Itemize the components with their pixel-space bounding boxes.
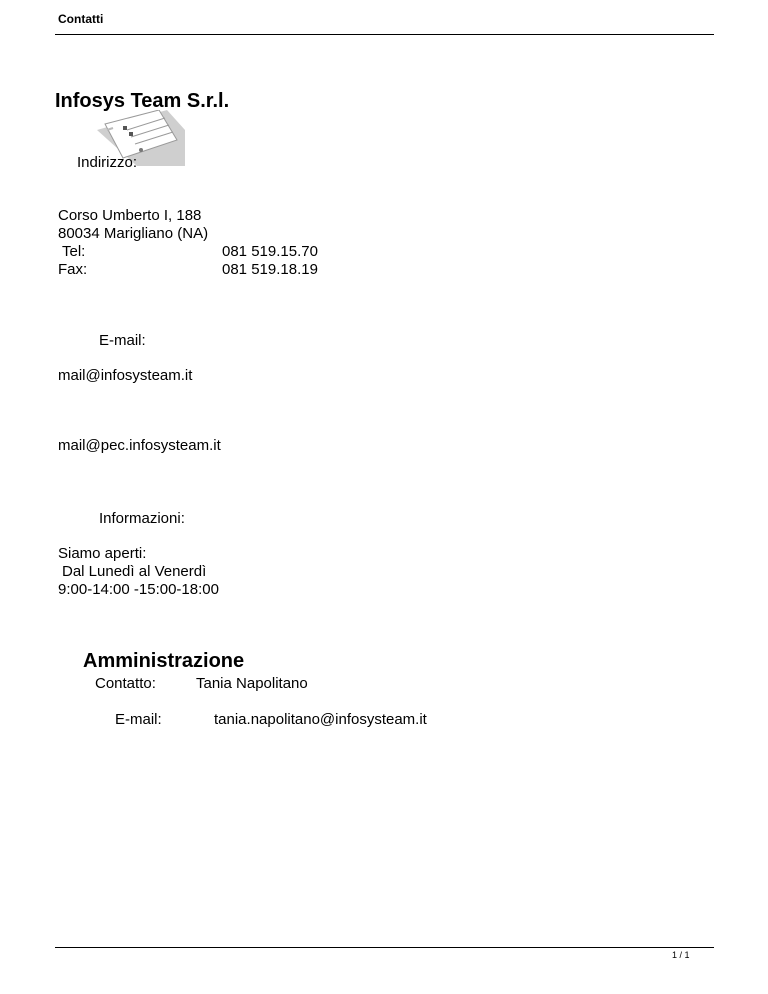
admin-contact-value: Tania Napolitano <box>196 675 308 692</box>
page-number: 1 / 1 <box>672 950 690 960</box>
page-header-title: Contatti <box>58 12 104 26</box>
admin-contact-label: Contatto: <box>95 675 156 692</box>
email-link-main[interactable]: mail@infosysteam.it <box>58 367 193 384</box>
tel-value: 081 519.15.70 <box>222 243 318 260</box>
footer-divider <box>55 947 714 948</box>
admin-email-link[interactable]: tania.napolitano@infosysteam.it <box>214 711 427 728</box>
email-link-pec[interactable]: mail@pec.infosysteam.it <box>58 437 221 454</box>
email-label: E-mail: <box>99 332 146 349</box>
address-line-street: Corso Umberto I, 188 <box>58 207 202 224</box>
tel-label: Tel: <box>62 243 86 260</box>
header-divider <box>55 34 714 35</box>
info-line-hours: 9:00-14:00 -15:00-18:00 <box>58 581 219 598</box>
info-line-days: Dal Lunedì al Venerdì <box>62 563 207 580</box>
fax-label: Fax: <box>58 261 88 278</box>
address-line-city: 80034 Marigliano (NA) <box>58 225 209 242</box>
address-label: Indirizzo: <box>77 154 138 171</box>
company-name: Infosys Team S.r.l. <box>55 90 230 112</box>
admin-email-label: E-mail: <box>115 711 162 728</box>
fax-value: 081 519.18.19 <box>222 261 318 278</box>
info-label: Informazioni: <box>99 510 185 527</box>
info-line-open: Siamo aperti: <box>58 545 147 562</box>
administration-title: Amministrazione <box>83 650 245 672</box>
